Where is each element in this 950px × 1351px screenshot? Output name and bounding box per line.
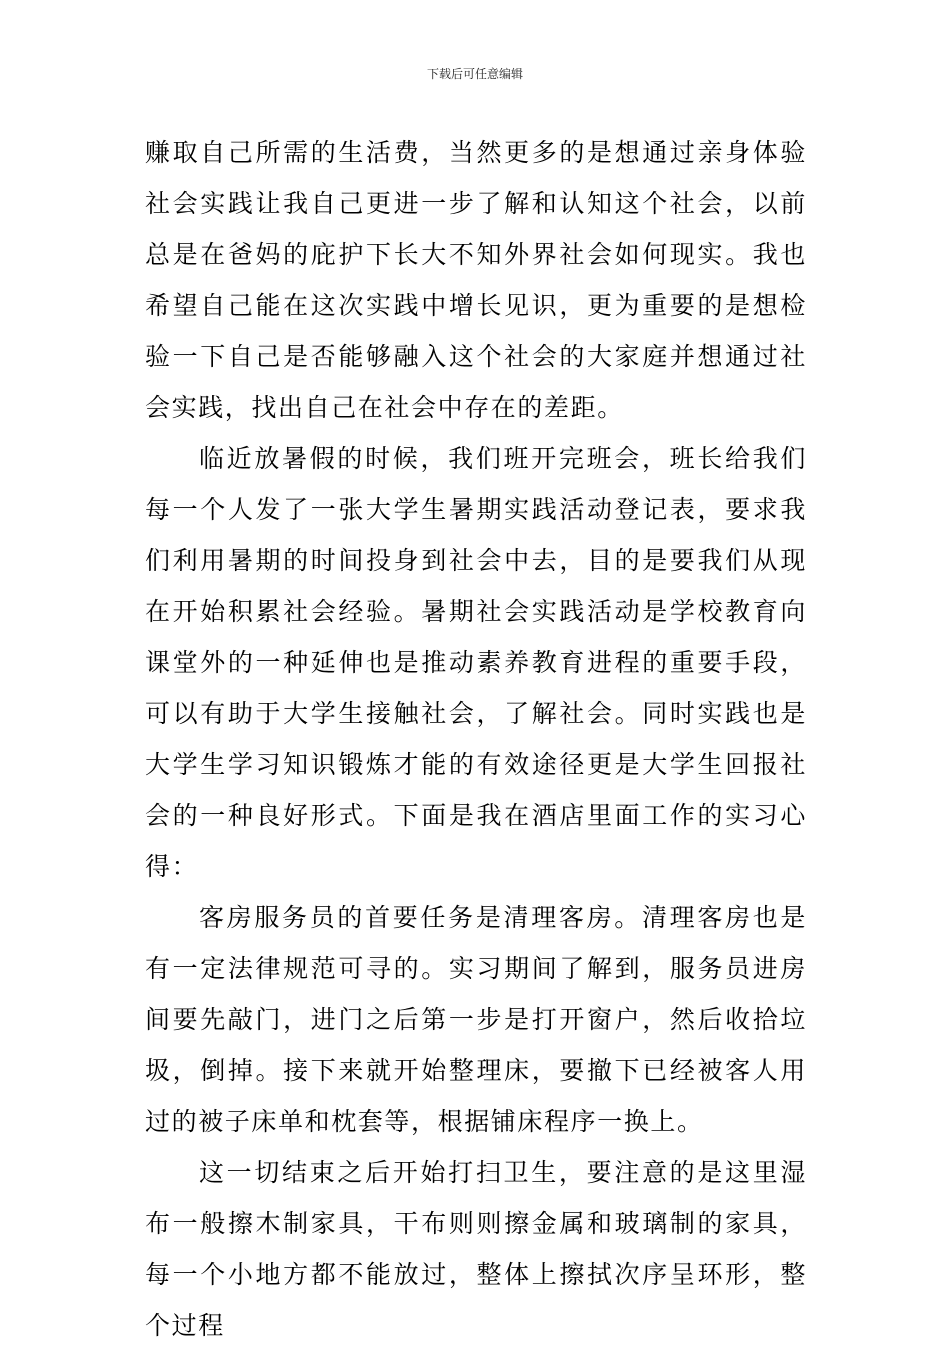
body-text bbox=[145, 127, 807, 1351]
paragraph-3: 客房服务员的首要任务是清理客房。清理客房也是有一定法律规范可寻的。实习期间了解到，服务员进房间要先敲门，进门之后第一步是打开窗户，然后收拾垃圾，倒掉。接下来就开始整理床，要撤下已经被客人用过的被子床单和枕套等，根据铺床程序一换上。 bbox=[145, 903, 807, 1136]
paragraph-4: 这一切结束之后开始打扫卫生，要注意的是这里湿布一般擦木制家具，干布则则擦金属和玻璃制的家具，每一个小地方都不能放过，整体上擦拭次序呈环形，整个过程 bbox=[145, 1158, 807, 1340]
paragraph-2: 临近放暑假的时候，我们班开完班会，班长给我们每一个人发了一张大学生暑期实践活动登记表，要求我们利用暑期的时间投身到社会中去，目的是要我们从现在开始积累社会经验。暑期社会实践活动是学校教育向课堂外的一种延伸也是推动素养教育进程的重要手段，可以有助于大学生接触社会，了解社会。同时实践也是大学生学习知识锻炼才能的有效途径更是大学生回报社会的一种良好形式。下面是我在酒店里面工作的实习心得： bbox=[145, 444, 807, 881]
page-header: 下载后可任意编辑 bbox=[426, 67, 523, 81]
paragraph-1: 赚取自己所需的生活费，当然更多的是想通过亲身体验社会实践让我自己更进一步了解和认知这个社会，以前总是在爸妈的庇护下长大不知外界社会如何现实。我也希望自己能在这次实践中增长见识，更为重要的是想检验一下自己是否能够融入这个社会的大家庭并想通过社会实践，找出自己在社会中存在的差距。 bbox=[145, 138, 807, 422]
